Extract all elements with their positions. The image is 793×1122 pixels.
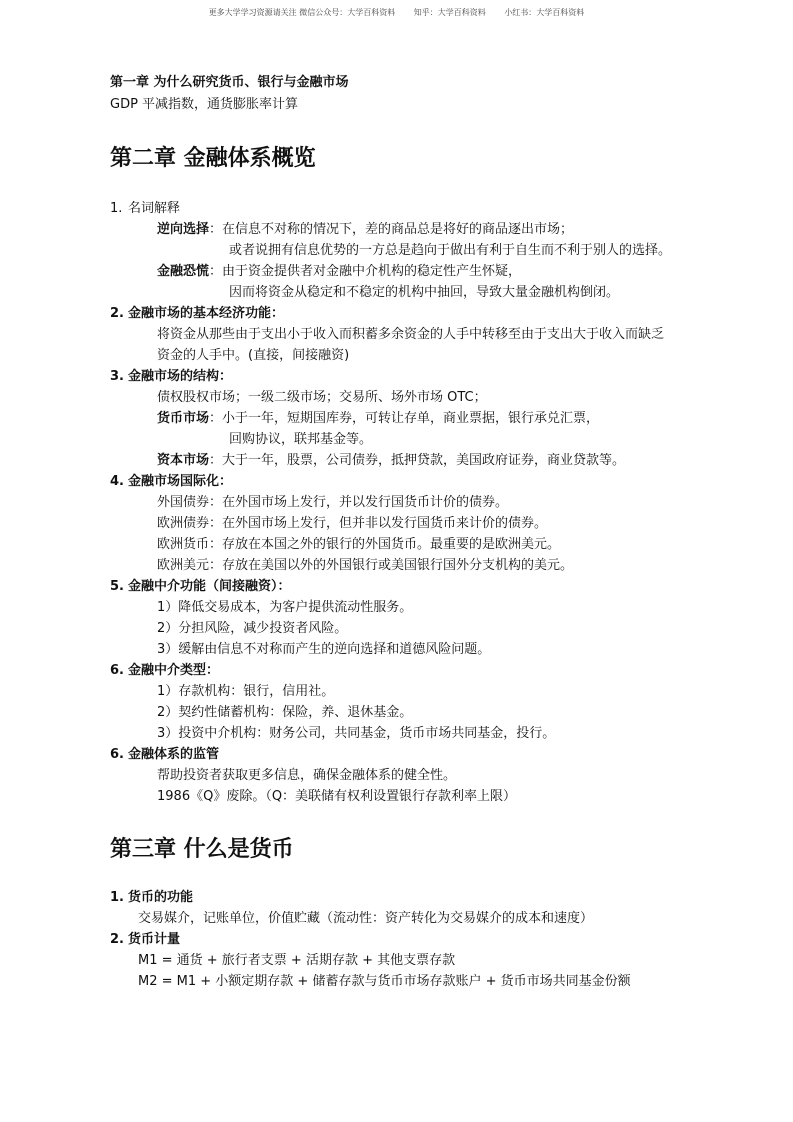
section-heading — [110, 198, 730, 219]
section-heading — [110, 366, 730, 387]
term-line — [110, 261, 730, 282]
term-continuation: 回购协议，联邦基金等。 — [229, 432, 373, 447]
paragraph-line: 资金的人手中。(直接，间接融资) — [157, 348, 350, 363]
document-body — [110, 72, 730, 992]
list-item: 2）分担风险，减少投资者风险。 — [157, 621, 348, 636]
chapter-2-title: 第二章 金融体系概览 — [110, 146, 316, 171]
list-item: 1）存款机构：银行，信用社。 — [157, 684, 335, 699]
chapter-1-title: 第一章 为什么研究货币、银行与金融市场 — [110, 75, 349, 90]
paragraph-line: 欧洲债券：在外国市场上发行，但并非以发行国货币来计价的债券。 — [157, 516, 548, 531]
chapter-1-subtitle: GDP 平减指数，通货膨胀率计算 — [110, 97, 299, 112]
paragraph-line: 债权股权市场；一级二级市场；交易所、场外市场 OTC； — [157, 390, 487, 405]
paragraph-line: 1986《Q》废除。（Q：美联储有权利设置银行存款利率上限） — [157, 789, 517, 804]
section-number: 2. — [110, 932, 124, 947]
section-title: 名词解释 — [128, 201, 181, 216]
header-wechat: 更多大学学习资源请关注 微信公众号：大学百科资料 — [208, 8, 396, 17]
term-line — [110, 408, 730, 429]
section-number: 1. — [110, 890, 124, 905]
list-item: 3）投资中介机构：财务公司，共同基金，货币市场共同基金，投行。 — [157, 726, 556, 741]
paragraph-line: 交易媒介，记账单位，价值贮藏（流动性：资产转化为交易媒介的成本和速度） — [138, 911, 594, 926]
section-title: 金融中介类型： — [128, 663, 220, 678]
section-title: 金融体系的监管 — [128, 747, 220, 762]
formula-line: M2 = M1 + 小额定期存款 + 储蓄存款与货币市场存款账户 + 货币市场共同基金份额 — [138, 974, 631, 989]
paragraph-line: 将资金从那些由于支出小于收入而积蓄多余资金的人手中转移至由于支出大于收入而缺乏 — [157, 327, 665, 342]
section-title: 金融市场的基本经济功能： — [128, 306, 285, 321]
chapter-2-content — [110, 198, 730, 807]
section-number: 6. — [110, 747, 124, 762]
paragraph-line: 帮助投资者获取更多信息，确保金融体系的健全性。 — [157, 768, 457, 783]
term-definition: ：小于一年，短期国库券，可转让存单，商业票据，银行承兑汇票， — [209, 411, 600, 426]
section-number: 6. — [110, 663, 124, 678]
section-title: 货币的功能 — [128, 890, 194, 905]
chapter-3-content — [110, 887, 730, 992]
section-title: 货币计量 — [128, 932, 181, 947]
section-title: 金融市场的结构： — [128, 369, 233, 384]
section-number: 3. — [110, 369, 124, 384]
term-continuation: 或者说拥有信息优势的一方总是趋向于做出有利于自生而不利于别人的选择。 — [229, 243, 672, 258]
section-heading — [110, 576, 730, 597]
header-zhihu: 知乎：大学百科资料 — [413, 8, 486, 17]
section-heading — [110, 303, 730, 324]
term-line — [110, 450, 730, 471]
section-heading — [110, 929, 730, 950]
section-title: 金融市场国际化： — [128, 474, 233, 489]
term-line — [110, 219, 730, 240]
chapter-3-title: 第三章 什么是货币 — [110, 837, 294, 862]
term-adverse-selection: 逆向选择 — [157, 222, 210, 237]
term-continuation: 因而将资金从稳定和不稳定的机构中抽回，导致大量金融机构倒闭。 — [229, 285, 620, 300]
paragraph-line: 欧洲货币：存放在本国之外的银行的外国货币。最重要的是欧洲美元。 — [157, 537, 561, 552]
term-definition: ：由于资金提供者对金融中介机构的稳定性产生怀疑， — [209, 264, 522, 279]
section-heading — [110, 660, 730, 681]
list-item: 2）契约性储蓄机构：保险，养、退休基金。 — [157, 705, 413, 720]
formula-line: M1 = 通货 + 旅行者支票 + 活期存款 + 其他支票存款 — [138, 953, 456, 968]
paragraph-line: 欧洲美元：存放在美国以外的外国银行或美国银行国外分支机构的美元。 — [157, 558, 574, 573]
section-number: 5. — [110, 579, 124, 594]
header-xiaohongshu: 小红书：大学百科资料 — [504, 8, 585, 17]
section-number: 4. — [110, 474, 124, 489]
section-heading — [110, 887, 730, 908]
list-item: 3）缓解由信息不对称而产生的逆向选择和道德风险问题。 — [157, 642, 491, 657]
section-heading — [110, 744, 730, 765]
term-money-market: 货币市场 — [157, 411, 210, 426]
section-title: 金融中介功能（间接融资）： — [128, 579, 291, 594]
term-financial-panic: 金融恐慌 — [157, 264, 210, 279]
section-heading — [110, 471, 730, 492]
term-definition: ：大于一年，股票，公司债券，抵押贷款，美国政府证券，商业贷款等。 — [209, 453, 626, 468]
paragraph-line: 外国债券：在外国市场上发行，并以发行国货币计价的债券。 — [157, 495, 509, 510]
list-item: 1）降低交易成本，为客户提供流动性服务。 — [157, 600, 413, 615]
section-number: 2. — [110, 306, 124, 321]
page-header — [0, 7, 793, 18]
term-definition: ：在信息不对称的情况下，差的商品总是将好的商品逐出市场； — [209, 222, 574, 237]
term-capital-market: 资本市场 — [157, 453, 210, 468]
section-number: 1. — [110, 201, 123, 216]
